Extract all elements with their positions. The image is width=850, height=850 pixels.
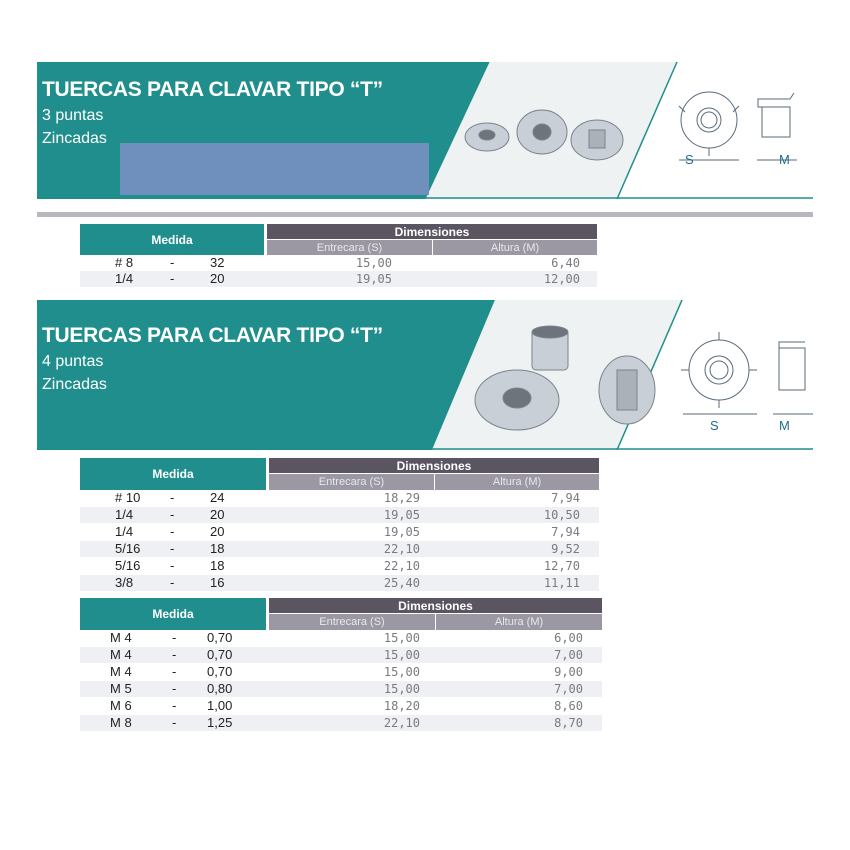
entrecara-value: 22,10 [383, 716, 420, 730]
medida-size: # 8 [115, 255, 134, 270]
table-row [80, 664, 602, 680]
table-row [80, 698, 602, 714]
entrecara-value: 22,10 [383, 559, 420, 573]
medida-size: 3/8 [115, 575, 134, 590]
dimensions-table-3-puntas [80, 224, 600, 294]
section-subtitle: 3 puntas [42, 107, 104, 124]
altura-value: 12,70 [543, 559, 580, 573]
t-nut-3-prong-photo [457, 102, 637, 182]
table-row [80, 255, 597, 271]
drawing-label-m: M [779, 418, 790, 433]
medida-size: 1/4 [115, 524, 134, 539]
medida-size: M 4 [110, 630, 132, 645]
entrecara-value: 19,05 [383, 525, 420, 539]
medida-size: M 6 [110, 698, 132, 713]
altura-value: 7,94 [551, 525, 580, 539]
entrecara-value: 18,29 [383, 491, 420, 505]
medida-size: 1/4 [115, 507, 134, 522]
medida-thread: 20 [210, 507, 225, 522]
medida-size: M 4 [110, 647, 132, 662]
altura-value: 10,50 [543, 508, 580, 522]
medida-separator: - [172, 715, 177, 730]
header-altura: Altura (M) [433, 240, 597, 255]
header-dimensiones: Dimensiones [269, 458, 599, 473]
redaction-box [120, 143, 429, 195]
entrecara-value: 15,00 [355, 256, 392, 270]
medida-separator: - [170, 271, 175, 286]
header-medida: Medida [80, 458, 266, 490]
medida-separator: - [170, 490, 175, 505]
section-subtitle: 4 puntas [42, 353, 104, 370]
medida-thread: 0,70 [207, 647, 233, 662]
header-altura: Altura (M) [435, 474, 599, 490]
section-finish: Zincadas [42, 376, 107, 393]
medida-thread: 0,80 [207, 681, 233, 696]
dimensions-table-4-puntas-metric [80, 598, 602, 733]
medida-separator: - [170, 507, 175, 522]
section-banner-4-puntas [37, 300, 813, 450]
table-row [80, 558, 599, 574]
medida-size: 5/16 [115, 558, 141, 573]
medida-thread: 20 [210, 524, 225, 539]
medida-separator: - [172, 630, 177, 645]
t-nut-4-prong-photo [462, 320, 662, 440]
table-row [80, 630, 602, 646]
altura-value: 11,11 [543, 576, 580, 590]
medida-thread: 0,70 [207, 630, 233, 645]
altura-value: 7,00 [554, 682, 583, 696]
altura-value: 6,40 [551, 256, 580, 270]
section-title: TUERCAS PARA CLAVAR TIPO “T” [42, 78, 383, 101]
medida-separator: - [172, 647, 177, 662]
medida-size: M 5 [110, 681, 132, 696]
drawing-label-s: S [685, 152, 694, 167]
altura-value: 9,00 [554, 665, 583, 679]
table-row [80, 490, 599, 506]
medida-thread: 16 [210, 575, 225, 590]
table-row [80, 575, 599, 591]
altura-value: 9,52 [551, 542, 580, 556]
entrecara-value: 15,00 [383, 648, 420, 662]
medida-thread: 0,70 [207, 664, 233, 679]
medida-thread: 32 [210, 255, 225, 270]
altura-value: 6,00 [554, 631, 583, 645]
medida-separator: - [170, 575, 175, 590]
section-divider [37, 212, 813, 217]
t-nut-3-prong-drawing [657, 72, 807, 187]
entrecara-value: 19,05 [355, 272, 392, 286]
dimensions-table-4-puntas-inch [80, 458, 600, 593]
t-nut-4-prong-drawing [667, 330, 817, 445]
entrecara-value: 18,20 [383, 699, 420, 713]
table-row [80, 715, 602, 731]
section-finish: Zincadas [42, 130, 107, 147]
entrecara-value: 22,10 [383, 542, 420, 556]
header-entrecara: Entrecara (S) [267, 240, 432, 255]
table-row [80, 524, 599, 540]
drawing-label-m: M [779, 152, 790, 167]
medida-size: 1/4 [115, 271, 134, 286]
header-dimensiones: Dimensiones [269, 598, 602, 613]
header-medida: Medida [80, 598, 266, 630]
altura-value: 7,00 [554, 648, 583, 662]
medida-separator: - [170, 541, 175, 556]
section-title: TUERCAS PARA CLAVAR TIPO “T” [42, 324, 383, 347]
altura-value: 7,94 [551, 491, 580, 505]
table-row [80, 507, 599, 523]
header-entrecara: Entrecara (S) [269, 614, 435, 630]
medida-size: M 8 [110, 715, 132, 730]
medida-thread: 18 [210, 541, 225, 556]
medida-thread: 20 [210, 271, 225, 286]
medida-thread: 1,00 [207, 698, 233, 713]
medida-thread: 18 [210, 558, 225, 573]
altura-value: 8,60 [554, 699, 583, 713]
drawing-label-s: S [710, 418, 719, 433]
medida-size: # 10 [115, 490, 141, 505]
medida-separator: - [172, 698, 177, 713]
medida-separator: - [172, 681, 177, 696]
entrecara-value: 15,00 [383, 631, 420, 645]
medida-separator: - [170, 255, 175, 270]
medida-thread: 24 [210, 490, 225, 505]
entrecara-value: 15,00 [383, 665, 420, 679]
header-medida: Medida [80, 224, 264, 255]
entrecara-value: 15,00 [383, 682, 420, 696]
table-row [80, 271, 597, 287]
entrecara-value: 19,05 [383, 508, 420, 522]
table-row [80, 681, 602, 697]
medida-separator: - [170, 558, 175, 573]
entrecara-value: 25,40 [383, 576, 420, 590]
medida-size: 5/16 [115, 541, 141, 556]
header-entrecara: Entrecara (S) [269, 474, 434, 490]
medida-thread: 1,25 [207, 715, 233, 730]
medida-separator: - [170, 524, 175, 539]
altura-value: 12,00 [543, 272, 580, 286]
altura-value: 8,70 [554, 716, 583, 730]
table-row [80, 647, 602, 663]
medida-size: M 4 [110, 664, 132, 679]
medida-separator: - [172, 664, 177, 679]
header-altura: Altura (M) [436, 614, 602, 630]
table-row [80, 541, 599, 557]
header-dimensiones: Dimensiones [267, 224, 597, 239]
